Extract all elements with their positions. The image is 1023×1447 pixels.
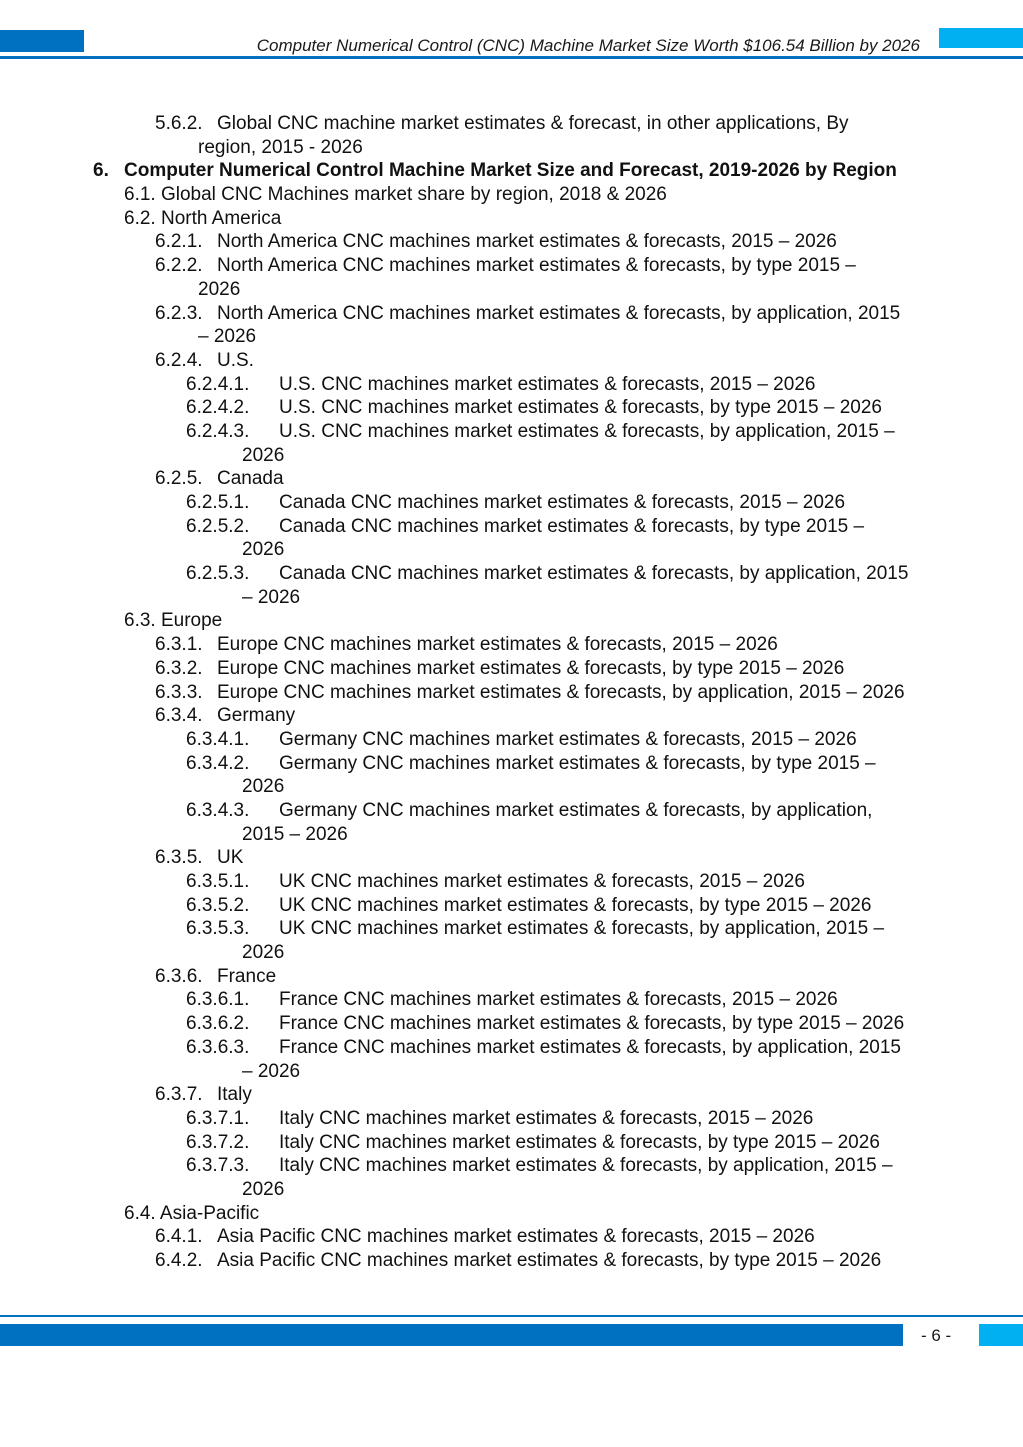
toc-entry-text: 6.4. Asia-Pacific — [124, 1202, 260, 1224]
page-number: - 6 - — [921, 1326, 952, 1345]
toc-entry-text: North America CNC machines market estimates & forecasts, by type 2015 – — [217, 255, 856, 277]
toc-entry-number: 5.6.2. — [155, 113, 203, 134]
toc-entry-text: North America CNC machines market estimates & forecasts, 2015 – 2026 — [217, 231, 837, 253]
toc-entry-number: 6.2.4.1. — [186, 373, 250, 395]
toc-entry — [0, 1060, 1023, 1084]
toc-entry — [0, 515, 1023, 539]
toc-entry — [0, 420, 1023, 444]
toc-entry — [0, 728, 1023, 752]
toc-entry-text: U.S. CNC machines market estimates & forecasts, by type 2015 – 2026 — [279, 397, 882, 419]
toc-entry-number: 6.2.4.3. — [186, 420, 250, 442]
toc-entry-text: Canada — [217, 468, 284, 490]
toc-entry-text: Europe CNC machines market estimates & forecasts, 2015 – 2026 — [217, 634, 778, 656]
toc-entry — [0, 1107, 1023, 1131]
toc-entry-text: Asia Pacific CNC machines market estimates & forecasts, 2015 – 2026 — [217, 1226, 815, 1248]
toc-entry — [0, 752, 1023, 776]
toc-entry — [0, 396, 1023, 420]
toc-entry-number: 6.3.5.1. — [186, 871, 250, 892]
toc-entry-text: U.S. CNC machines market estimates & forecasts, by application, 2015 – — [279, 420, 895, 442]
toc-entry-text: Italy CNC machines market estimates & forecasts, 2015 – 2026 — [279, 1107, 814, 1129]
toc-entry-text: France CNC machines market estimates & forecasts, 2015 – 2026 — [279, 989, 838, 1011]
toc-entry-text: France CNC machines market estimates & forecasts, by type 2015 – 2026 — [279, 1013, 905, 1035]
toc-entry-number: 6.3.7.2. — [186, 1131, 250, 1153]
toc-entry-number: 6.2.5.1. — [186, 492, 250, 513]
toc-entry-text: 6.1. Global CNC Machines market share by region, 2018 & 2026 — [124, 184, 667, 206]
toc-entry-text: UK CNC machines market estimates & forecasts, 2015 – 2026 — [279, 871, 805, 892]
toc-entry — [0, 373, 1023, 397]
toc-entry-number: 6.2.5.3. — [186, 563, 250, 585]
toc-entry-number: 6.3.1. — [155, 634, 203, 656]
toc-entry — [0, 1154, 1023, 1178]
toc-entry — [0, 1202, 1023, 1226]
toc-entry-number: 6. — [93, 160, 109, 182]
toc-entry-number: 6.2.3. — [155, 302, 203, 324]
toc-entry-text: UK CNC machines market estimates & forecasts, by application, 2015 – — [279, 918, 885, 940]
toc-entry-text: 6.2. North America — [124, 207, 282, 229]
toc-entry-text: Italy CNC machines market estimates & forecasts, by type 2015 – 2026 — [279, 1131, 880, 1153]
toc-entry-number: 6.3.6.2. — [186, 1013, 250, 1035]
toc-entry-number: 6.3.6. — [155, 965, 203, 987]
toc-entry — [0, 870, 1023, 894]
toc-entry — [0, 894, 1023, 918]
toc-entry-text: Asia Pacific CNC machines market estimates & forecasts, by type 2015 – 2026 — [217, 1250, 882, 1271]
toc-entry — [0, 254, 1023, 278]
toc-entry-number: 6.3.5.2. — [186, 894, 250, 916]
toc-entry-text: UK — [217, 847, 244, 869]
toc-entry — [0, 1083, 1023, 1107]
toc-entry-text: North America CNC machines market estimates & forecasts, by application, 2015 — [217, 302, 901, 324]
toc-entry — [0, 159, 1023, 183]
table-of-contents — [0, 112, 1023, 1273]
toc-entry-text-continued: – 2026 — [242, 1060, 301, 1082]
toc-entry-text-continued: 2026 — [242, 776, 285, 798]
toc-entry — [0, 633, 1023, 657]
toc-entry — [0, 704, 1023, 728]
toc-entry-text: U.S. — [217, 349, 254, 371]
toc-entry-number: 6.3.7.1. — [186, 1107, 250, 1129]
toc-entry — [0, 183, 1023, 207]
toc-entry-text-continued: 2026 — [242, 539, 285, 561]
toc-entry — [0, 681, 1023, 705]
toc-entry — [0, 278, 1023, 302]
toc-entry-number: 6.3.7. — [155, 1084, 203, 1106]
toc-entry — [0, 1131, 1023, 1155]
toc-entry-text: Italy — [217, 1084, 252, 1106]
toc-entry — [0, 1036, 1023, 1060]
toc-entry — [0, 491, 1023, 515]
toc-entry-number: 6.3.6.3. — [186, 1036, 250, 1058]
toc-entry — [0, 917, 1023, 941]
toc-entry-number: 6.3.4.2. — [186, 752, 250, 774]
toc-entry-number: 6.2.5. — [155, 468, 203, 490]
toc-entry — [0, 302, 1023, 326]
toc-entry-number: 6.3.7.3. — [186, 1155, 250, 1177]
toc-entry-text-continued: – 2026 — [198, 326, 257, 348]
toc-entry-number: 6.3.2. — [155, 657, 203, 679]
toc-entry-text: France CNC machines market estimates & forecasts, by application, 2015 — [279, 1036, 901, 1058]
toc-entry — [0, 965, 1023, 989]
toc-entry — [0, 799, 1023, 823]
toc-entry-number: 6.3.4.1. — [186, 728, 250, 750]
toc-entry — [0, 846, 1023, 870]
toc-entry-text: France — [217, 965, 277, 987]
toc-entry-text: Canada CNC machines market estimates & forecasts, by application, 2015 — [279, 563, 909, 585]
toc-entry-text: Computer Numerical Control Machine Market Size and Forecast, 2019-2026 by Region — [124, 160, 897, 182]
toc-entry — [0, 657, 1023, 681]
toc-entry — [0, 325, 1023, 349]
toc-entry-text-continued: 2026 — [242, 1178, 285, 1200]
toc-entry — [0, 775, 1023, 799]
toc-entry — [0, 823, 1023, 847]
toc-entry — [0, 349, 1023, 373]
toc-entry-text-continued: region, 2015 - 2026 — [198, 136, 363, 158]
toc-entry — [0, 538, 1023, 562]
toc-entry — [0, 1225, 1023, 1249]
toc-entry — [0, 467, 1023, 491]
toc-entry-text-continued: 2015 – 2026 — [242, 823, 348, 845]
toc-entry-number: 6.3.5.3. — [186, 918, 250, 940]
toc-entry — [0, 444, 1023, 468]
toc-entry — [0, 988, 1023, 1012]
header-bar-right — [939, 28, 1023, 48]
toc-entry-text: Germany CNC machines market estimates & forecasts, by application, — [279, 799, 873, 821]
toc-entry — [0, 1178, 1023, 1202]
toc-entry — [0, 1249, 1023, 1273]
toc-entry — [0, 562, 1023, 586]
toc-entry-number: 6.4.2. — [155, 1250, 203, 1271]
toc-entry-number: 6.2.2. — [155, 255, 203, 277]
toc-entry-text: Germany — [217, 705, 296, 727]
toc-entry — [0, 1012, 1023, 1036]
toc-entry-text: Germany CNC machines market estimates & forecasts, by type 2015 – — [279, 752, 876, 774]
toc-entry — [0, 207, 1023, 231]
toc-entry-text: Global CNC machine market estimates & forecast, in other applications, By — [217, 113, 849, 134]
toc-entry — [0, 136, 1023, 160]
toc-entry-text: UK CNC machines market estimates & forecasts, by type 2015 – 2026 — [279, 894, 872, 916]
toc-entry-text: Canada CNC machines market estimates & forecasts, 2015 – 2026 — [279, 492, 846, 513]
toc-entry — [0, 112, 1023, 136]
toc-entry-text: 6.3. Europe — [124, 610, 223, 632]
toc-entry-text: U.S. CNC machines market estimates & forecasts, 2015 – 2026 — [279, 373, 816, 395]
toc-entry-text-continued: 2026 — [242, 942, 285, 964]
toc-entry-number: 6.2.4.2. — [186, 397, 250, 419]
toc-entry — [0, 609, 1023, 633]
toc-entry-number: 6.3.5. — [155, 847, 203, 869]
toc-entry — [0, 586, 1023, 610]
toc-entry-number: 6.2.1. — [155, 231, 203, 253]
toc-entry-number: 6.3.4. — [155, 705, 203, 727]
toc-entry-number: 6.4.1. — [155, 1226, 203, 1248]
toc-entry-text-continued: 2026 — [242, 444, 285, 466]
header-bar-left — [0, 30, 84, 52]
header-title: Computer Numerical Control (CNC) Machine Market Size Worth $106.54 Billion by 2026 — [256, 36, 920, 55]
toc-entry-number: 6.3.6.1. — [186, 989, 250, 1011]
toc-entry-number: 6.3.4.3. — [186, 799, 250, 821]
toc-entry-text: Italy CNC machines market estimates & forecasts, by application, 2015 – — [279, 1155, 893, 1177]
toc-entry-number: 6.2.5.2. — [186, 515, 250, 537]
toc-entry-text: Canada CNC machines market estimates & forecasts, by type 2015 – — [279, 515, 865, 537]
toc-entry-text-continued: 2026 — [198, 278, 241, 300]
header-rule — [0, 56, 1023, 59]
toc-entry-text: Europe CNC machines market estimates & forecasts, by application, 2015 – 2026 — [217, 681, 905, 703]
toc-entry-text-continued: – 2026 — [242, 586, 301, 608]
toc-entry — [0, 941, 1023, 965]
toc-entry-number: 6.3.3. — [155, 681, 203, 703]
toc-entry-text: Europe CNC machines market estimates & forecasts, by type 2015 – 2026 — [217, 657, 845, 679]
toc-entry-text: Germany CNC machines market estimates & forecasts, 2015 – 2026 — [279, 728, 857, 750]
footer-bar-right — [979, 1324, 1023, 1346]
toc-entry — [0, 230, 1023, 254]
footer-bar — [0, 1324, 903, 1346]
footer-rule — [0, 1315, 1023, 1317]
toc-entry-number: 6.2.4. — [155, 349, 203, 371]
